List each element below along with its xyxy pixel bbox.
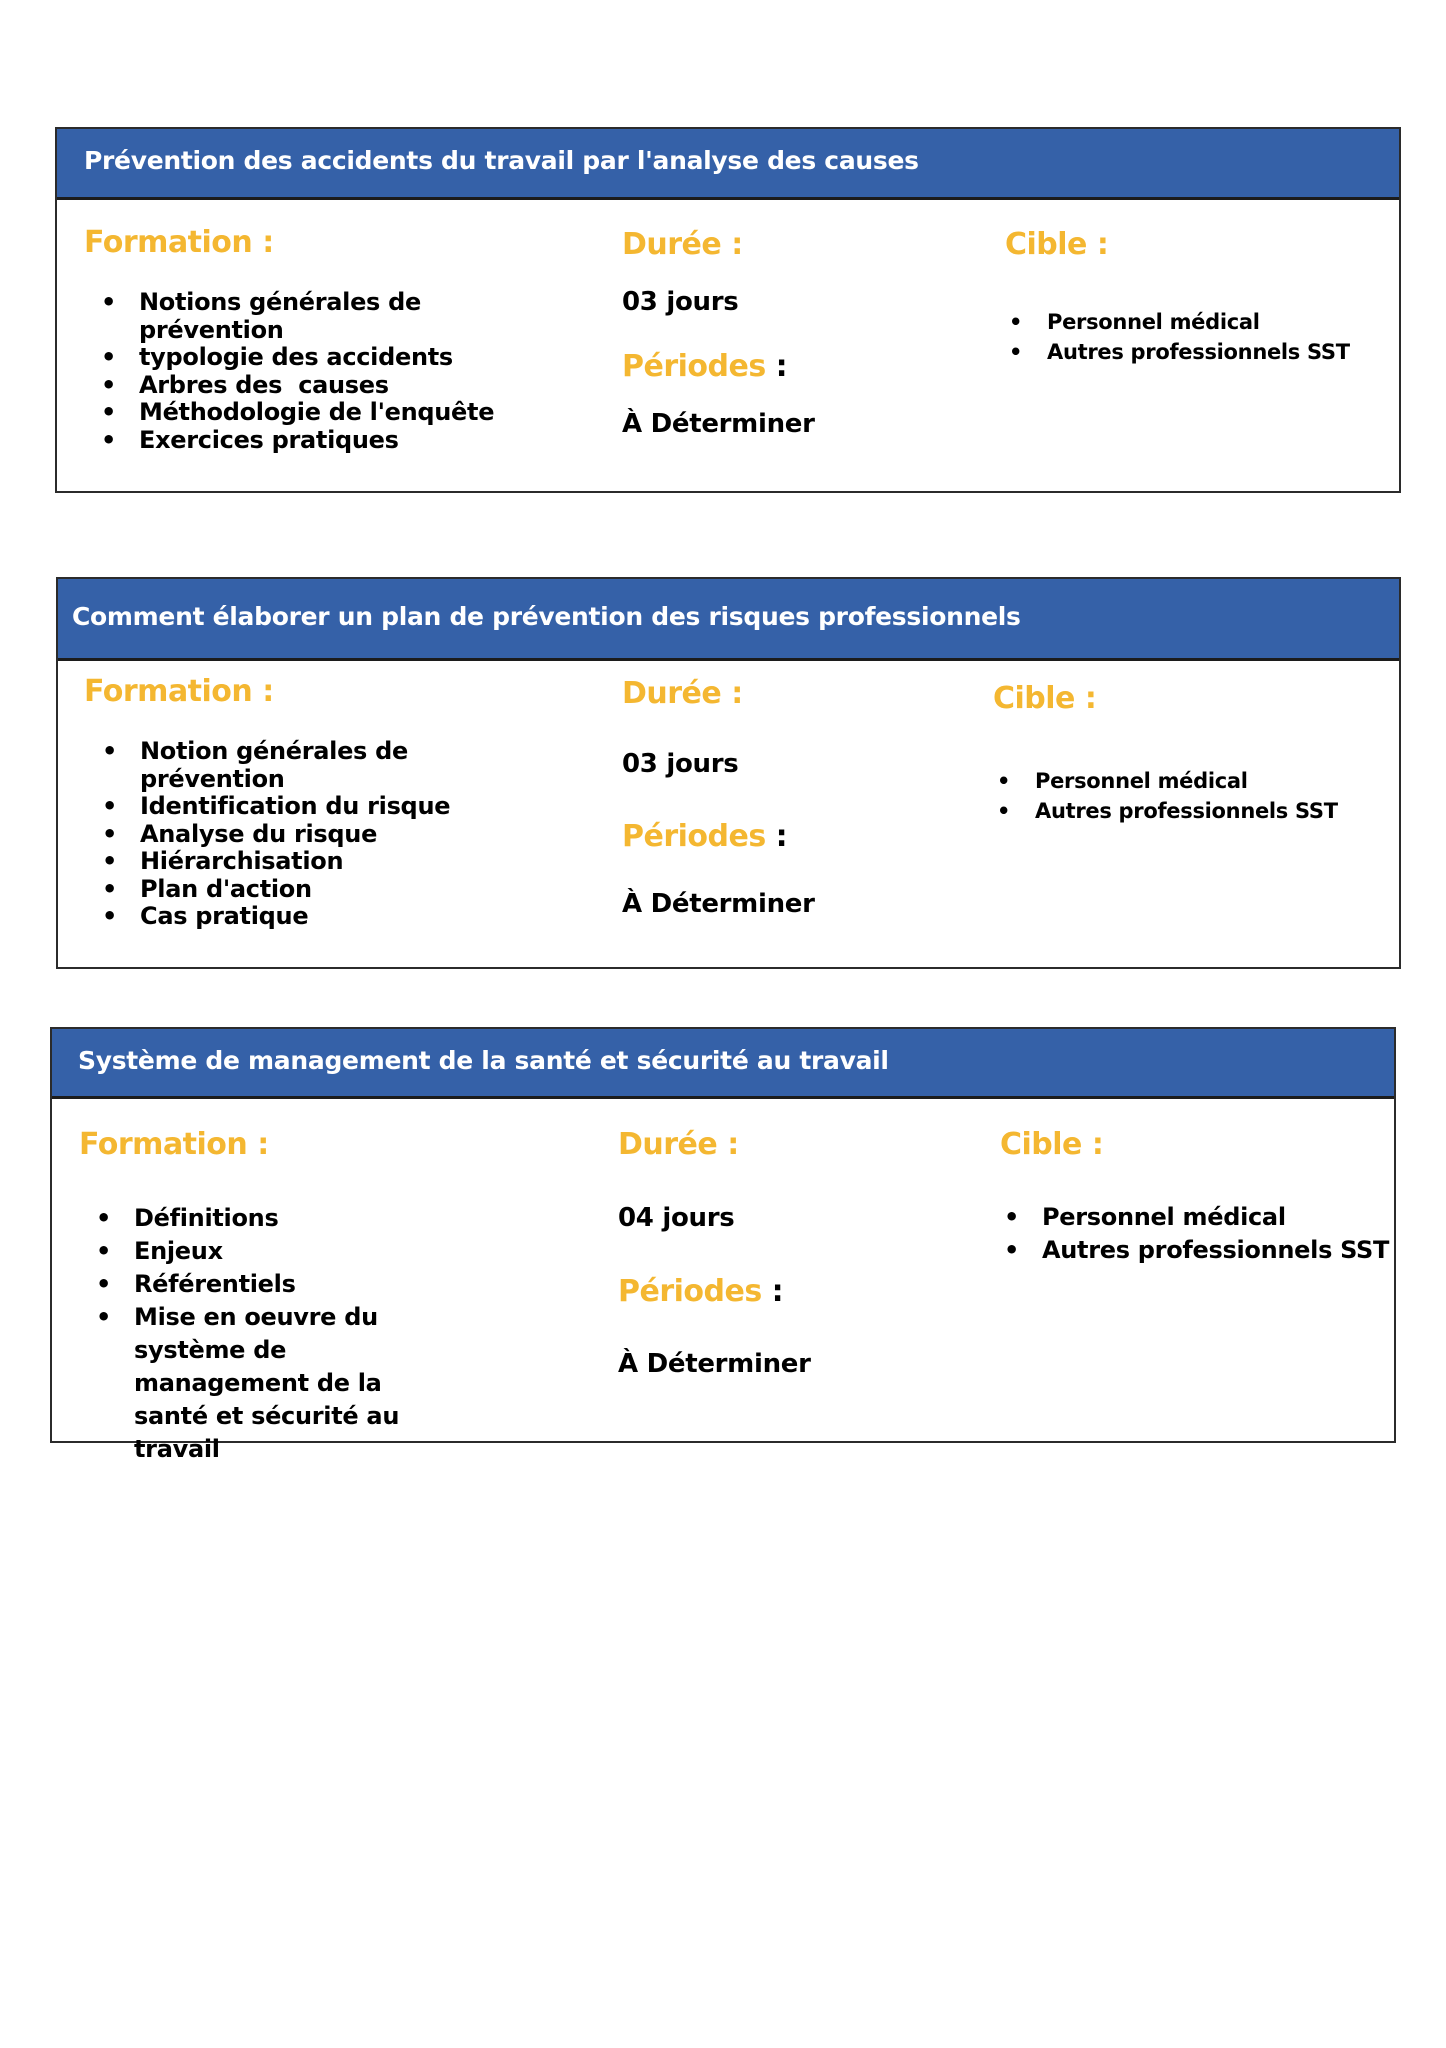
bullet-icon: • (102, 792, 118, 820)
course-card-header (58, 579, 1399, 661)
bullet-icon: • (101, 425, 117, 454)
formation-item: • Cas pratique (102, 902, 309, 930)
bullet-icon: • (96, 1237, 112, 1265)
formation-label: Formation : (84, 225, 274, 260)
bullet-icon: • (1009, 340, 1023, 364)
cible-list (1000, 1201, 1389, 1267)
cible-item: • Personnel médical (1005, 307, 1350, 337)
formation-item: • Mise en oeuvre du système de management de la santé et sécurité au travail (96, 1303, 400, 1463)
periodes-label: Périodes : (622, 819, 788, 854)
course-title: Système de management de la santé et sécurité au travail (78, 1046, 889, 1075)
duree-value: 03 jours (622, 749, 739, 779)
duree-value: 04 jours (618, 1203, 735, 1233)
formation-item: • Hiérarchisation (102, 847, 344, 875)
formation-item: • Notions générales de prévention (101, 288, 421, 344)
bullet-icon: • (102, 819, 118, 848)
formation-item: • Notion générales de prévention (102, 737, 408, 793)
bullet-icon: • (96, 1204, 112, 1232)
formation-item: • Exercices pratiques (101, 425, 399, 454)
formation-list (97, 289, 497, 454)
course-card-3 (50, 1027, 1396, 1463)
cible-list (1005, 307, 1350, 367)
cible-label: Cible : (1005, 227, 1109, 262)
bullet-icon: • (102, 902, 118, 930)
bullet-icon: • (1004, 1203, 1020, 1231)
formation-label: Formation : (79, 1127, 269, 1162)
course-title: Comment élaborer un plan de prévention des risques professionnels (72, 602, 1021, 631)
bullet-icon: • (102, 737, 118, 765)
formation-list (98, 738, 498, 931)
duree-label: Durée : (622, 676, 743, 711)
course-card-header (57, 129, 1399, 200)
duree-label: Durée : (622, 227, 743, 262)
cible-item: • Personnel médical (1000, 1201, 1389, 1234)
bullet-icon: • (102, 847, 118, 875)
formation-item: • Plan d'action (102, 874, 312, 903)
formation-list (92, 1202, 452, 1466)
cible-item: • Autres professionnels SST (993, 796, 1338, 826)
bullet-icon: • (997, 769, 1011, 793)
periodes-value: À Déterminer (618, 1349, 811, 1379)
bullet-icon: • (1009, 310, 1023, 334)
formation-item: • typologie des accidents (101, 343, 453, 371)
cible-label: Cible : (993, 681, 1097, 716)
bullet-icon: • (96, 1303, 112, 1331)
bullet-icon: • (96, 1270, 112, 1298)
duree-label: Durée : (618, 1127, 739, 1162)
formation-item: • Définitions (92, 1202, 452, 1235)
periodes-value: À Déterminer (622, 409, 815, 439)
bullet-icon: • (997, 799, 1011, 823)
bullet-icon: • (101, 288, 117, 316)
bullet-icon: • (101, 398, 117, 426)
course-card-header (52, 1029, 1394, 1099)
cible-item: • Autres professionnels SST (1005, 337, 1350, 367)
bullet-icon: • (102, 874, 118, 903)
course-card-1 (55, 127, 1401, 493)
bullet-icon: • (1004, 1236, 1020, 1264)
formation-item: • Référentiels (92, 1268, 452, 1301)
formation-item: • Méthodologie de l'enquête (101, 398, 495, 426)
formation-item: • Analyse du risque (102, 819, 378, 848)
duree-value: 03 jours (622, 287, 739, 317)
course-card-2 (56, 577, 1401, 969)
formation-item: • Identification du risque (102, 792, 451, 820)
periodes-label: Périodes : (622, 349, 788, 384)
formation-label: Formation : (84, 674, 274, 709)
periodes-value: À Déterminer (622, 889, 815, 919)
cible-item: • Autres professionnels SST (1000, 1234, 1389, 1267)
bullet-icon: • (101, 370, 117, 399)
formation-item: • Enjeux (92, 1235, 452, 1268)
cible-list (993, 766, 1338, 826)
course-title: Prévention des accidents du travail par l'analyse des causes (84, 146, 919, 175)
formation-item: • Arbres des causes (101, 370, 389, 399)
cible-label: Cible : (1000, 1127, 1104, 1162)
cible-item: • Personnel médical (993, 766, 1338, 796)
bullet-icon: • (101, 343, 117, 371)
periodes-label: Périodes : (618, 1274, 784, 1309)
